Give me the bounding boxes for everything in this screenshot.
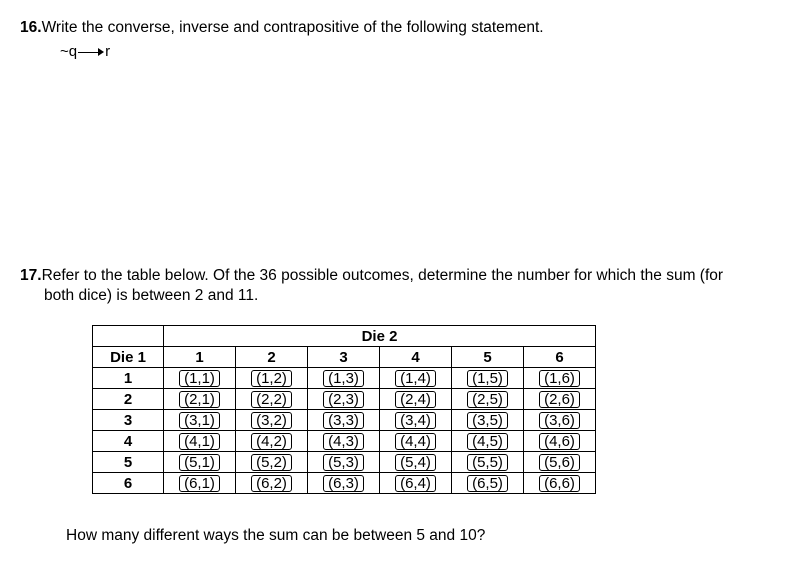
- outcome-pair: (4,3): [323, 433, 364, 450]
- die1-value: 1: [93, 368, 164, 389]
- outcome-pair: (4,2): [251, 433, 292, 450]
- outcome-cell: [452, 389, 524, 410]
- question-16: [20, 18, 544, 38]
- outcome-pair: (6,6): [539, 475, 580, 492]
- outcome-pair: (2,6): [539, 391, 580, 408]
- outcome-pair: (6,5): [467, 475, 508, 492]
- column-header-row: [93, 347, 596, 368]
- outcome-pair: (2,5): [467, 391, 508, 408]
- outcome-pair: (3,5): [467, 412, 508, 429]
- die1-label: Die 1: [93, 347, 164, 368]
- outcome-cell: [380, 473, 452, 494]
- outcome-cell: [164, 431, 236, 452]
- die1-value: 3: [93, 410, 164, 431]
- column-header: 2: [236, 347, 308, 368]
- outcome-pair: (1,2): [251, 370, 292, 387]
- implies-arrow-icon: [78, 47, 104, 57]
- outcome-cell: [308, 368, 380, 389]
- corner-cell: [93, 326, 164, 347]
- outcome-cell: [236, 431, 308, 452]
- outcome-pair: (1,4): [395, 370, 436, 387]
- outcome-cell: [164, 473, 236, 494]
- outcome-cell: [308, 410, 380, 431]
- outcome-cell: [380, 431, 452, 452]
- outcome-pair: (1,1): [179, 370, 220, 387]
- outcome-pair: (5,3): [323, 454, 364, 471]
- die1-value: 5: [93, 452, 164, 473]
- outcome-cell: [380, 368, 452, 389]
- outcome-cell: [236, 452, 308, 473]
- outcome-cell: [380, 389, 452, 410]
- outcome-pair: (3,1): [179, 412, 220, 429]
- column-header: 3: [308, 347, 380, 368]
- outcome-cell: [452, 431, 524, 452]
- die1-value: 6: [93, 473, 164, 494]
- outcome-pair: (2,4): [395, 391, 436, 408]
- outcome-cell: [380, 452, 452, 473]
- outcome-pair: (3,4): [395, 412, 436, 429]
- table-row: [93, 452, 596, 473]
- outcome-pair: (5,4): [395, 454, 436, 471]
- outcome-cell: [308, 431, 380, 452]
- outcome-pair: (4,4): [395, 433, 436, 450]
- outcome-pair: (3,6): [539, 412, 580, 429]
- outcome-cell: [164, 410, 236, 431]
- outcome-pair: (5,5): [467, 454, 508, 471]
- outcome-cell: [308, 452, 380, 473]
- outcome-pair: (3,2): [251, 412, 292, 429]
- column-header: 4: [380, 347, 452, 368]
- question-16-number: 16.: [20, 19, 42, 36]
- statement-hypothesis: ~q: [60, 43, 78, 60]
- outcome-pair: (5,2): [251, 454, 292, 471]
- question-16-text: Write the converse, inverse and contrapositive of the following statement.: [41, 19, 544, 36]
- outcome-cell: [524, 368, 596, 389]
- outcome-pair: (4,1): [179, 433, 220, 450]
- statement-conclusion: r: [105, 43, 111, 60]
- outcome-cell: [524, 389, 596, 410]
- outcome-pair: (1,6): [539, 370, 580, 387]
- outcome-cell: [524, 431, 596, 452]
- outcome-pair: (6,4): [395, 475, 436, 492]
- outcome-pair: (4,5): [467, 433, 508, 450]
- table-row: [93, 389, 596, 410]
- table-row: [93, 368, 596, 389]
- outcome-cell: [524, 452, 596, 473]
- outcome-pair: (2,2): [251, 391, 292, 408]
- question-17-text-line1: Refer to the table below. Of the 36 possible outcomes, determine the number for which the sum (for: [41, 267, 724, 284]
- outcome-cell: [236, 368, 308, 389]
- outcome-cell: [236, 389, 308, 410]
- outcome-cell: [308, 473, 380, 494]
- dice-table: [92, 325, 596, 494]
- outcome-pair: (6,3): [323, 475, 364, 492]
- die2-header-row: [93, 326, 596, 347]
- question-17: [20, 266, 770, 306]
- outcome-cell: [524, 473, 596, 494]
- die2-label: Die 2: [164, 326, 596, 347]
- table-row: [93, 473, 596, 494]
- column-header: 1: [164, 347, 236, 368]
- outcome-pair: (1,5): [467, 370, 508, 387]
- outcome-cell: [452, 368, 524, 389]
- outcome-pair: (4,6): [539, 433, 580, 450]
- outcome-pair: (5,6): [539, 454, 580, 471]
- outcome-cell: [164, 389, 236, 410]
- outcome-cell: [236, 473, 308, 494]
- table-row: [93, 431, 596, 452]
- conditional-statement: [60, 43, 110, 60]
- outcome-cell: [524, 410, 596, 431]
- outcome-pair: (2,3): [323, 391, 364, 408]
- outcome-cell: [164, 368, 236, 389]
- column-header: 6: [524, 347, 596, 368]
- outcome-pair: (6,1): [179, 475, 220, 492]
- followup-question: How many different ways the sum can be between 5 and 10?: [66, 527, 486, 544]
- outcome-pair: (3,3): [323, 412, 364, 429]
- dice-outcomes-table: [92, 325, 596, 494]
- outcome-cell: [164, 452, 236, 473]
- die1-value: 2: [93, 389, 164, 410]
- outcome-cell: [452, 452, 524, 473]
- outcome-pair: (6,2): [251, 475, 292, 492]
- table-row: [93, 410, 596, 431]
- outcome-pair: (2,1): [179, 391, 220, 408]
- column-header: 5: [452, 347, 524, 368]
- outcome-cell: [380, 410, 452, 431]
- outcome-pair: (1,3): [323, 370, 364, 387]
- question-17-number: 17.: [20, 267, 42, 284]
- outcome-cell: [452, 410, 524, 431]
- outcome-cell: [452, 473, 524, 494]
- outcome-cell: [236, 410, 308, 431]
- outcome-cell: [308, 389, 380, 410]
- question-17-text-line2: both dice) is between 2 and 11.: [44, 287, 259, 304]
- outcome-pair: (5,1): [179, 454, 220, 471]
- die1-value: 4: [93, 431, 164, 452]
